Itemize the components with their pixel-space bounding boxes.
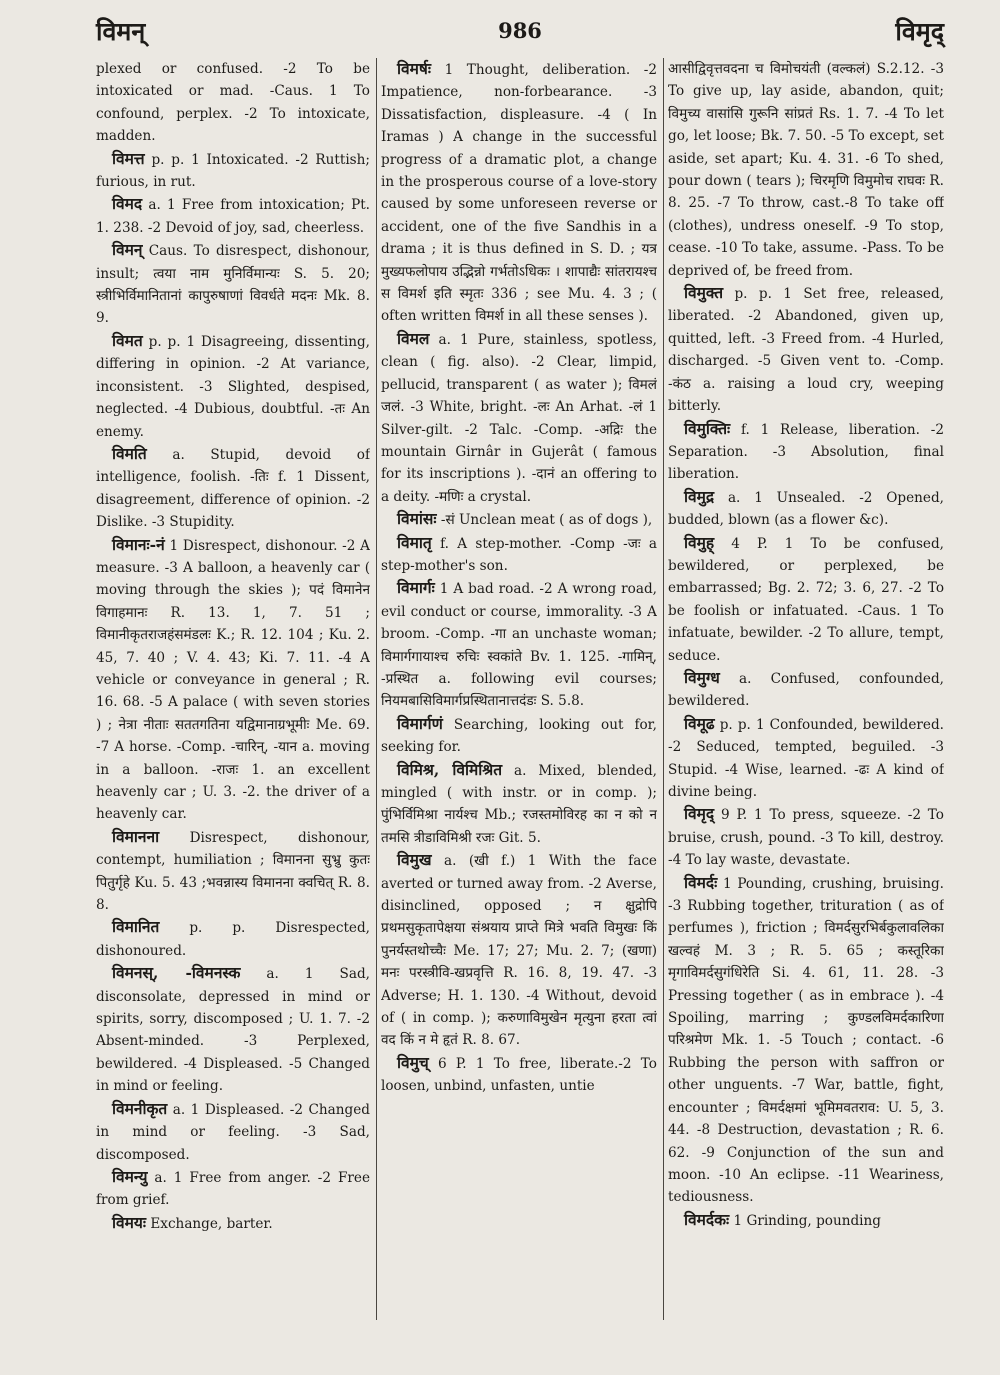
entry-headword: विमार्गः [397, 578, 435, 598]
dictionary-entry [96, 916, 370, 962]
dictionary-entry [381, 1052, 657, 1098]
entry-definition: f. 1 Release, liberation. -2 Separation. -3 Absolution, final liberation. [668, 421, 944, 483]
text-column-left [96, 58, 370, 1320]
entry-headword: विमद [112, 194, 143, 214]
entry-definition: Disrespect, dishonour, contempt, humiliation ; विमानना सुभ्रु कुतः पितुर्गृहे Ku. 5. 43 ;भवन्नास्य विमानना क्वचित् R. 8. 8. [96, 829, 370, 914]
entry-headword: विमनस्, -विमनस्क [112, 963, 241, 983]
dictionary-entry [668, 282, 944, 417]
entry-headword: विमिश्र, विमिश्रित [397, 759, 503, 779]
entry-headword: विमत्त [112, 148, 145, 168]
dictionary-entry [96, 239, 370, 330]
text-column-right [668, 58, 944, 1320]
dictionary-entry [668, 486, 944, 532]
entry-definition: a. 1 Free from anger. -2 Free from grief. [96, 1169, 370, 1209]
dictionary-entry [96, 443, 370, 534]
dictionary-entry [96, 534, 370, 826]
dictionary-entry [381, 58, 657, 328]
entry-definition: 9 P. 1 To press, squeeze. -2 To bruise, crush, pound. -3 To kill, destroy. -4 To lay waste, devastate. [668, 807, 944, 869]
dictionary-entry [668, 418, 944, 486]
entry-definition: a. Confused, confounded, bewildered. [668, 670, 944, 710]
entry-headword: विमुह् [684, 532, 715, 552]
dictionary-entry [381, 508, 657, 531]
entry-definition: 6 P. 1 To free, liberate.-2 To loosen, unbind, unfasten, untie [381, 1055, 657, 1095]
dictionary-entry [96, 330, 370, 443]
column-divider-left [376, 58, 377, 1320]
entry-headword: विमार्गणं [397, 713, 443, 733]
running-head-right-guideword: विमृद् [895, 17, 944, 46]
entry-definition: f. A step-mother. -Comp -जः a step-mother's son. [381, 535, 657, 574]
dictionary-entry [381, 328, 657, 508]
entry-headword: विमुख [397, 850, 432, 870]
entry-definition: plexed or confused. -2 To be intoxicated or mad. -Caus. 1 To confound, perplex. -2 To intoxicate, madden. [96, 61, 370, 145]
entry-definition: a. 1 Sad, disconsolate, depressed in mind or spirits, sorry, discomposed ; U. 1. 7. -2 Absent-minded. -3 Perplexed, bewildered. -4 Displeased. -5 Changed in mind or feeling. [96, 966, 370, 1095]
dictionary-entry [381, 713, 657, 759]
entry-definition: 1 A bad road. -2 A wrong road, evil conduct or course, immorality. -3 A broom. -Comp. -गा an unchaste woman; विमार्गगायाश्च रुचिः स्वकांते Bv. 1. 125. -गामिन्, -प्रस्थित a. following evil courses; नियमबासिविमार्गप्रस्थितानात्तदंडः S. 5.8. [381, 581, 657, 710]
dictionary-entry [381, 849, 657, 1052]
entry-headword: विमयः [112, 1212, 147, 1232]
dictionary-entry [668, 1209, 944, 1232]
entry-headword: विमुक्त [684, 283, 724, 303]
dictionary-entry [381, 532, 657, 578]
text-column-middle [381, 58, 657, 1320]
dictionary-entry [381, 759, 657, 850]
entry-definition: आसीद्विवृत्तवदना च विमोचयंती (वल्कलं) S.2.12. -3 To give up, lay aside, abandon, quit; विमुच्य वासांसि गुरूनि सांप्रतं Rs. 1. 7. -4 To let go, let loose; Bk. 7. 50. -5 To except, set aside, set apart; Ku. 4. 31. -6 To shed, pour down ( tears ); चिरमृणि विमुमोच राघवः R. 8. 25. -7 To throw, cast.-8 To take off (clothes), undress oneself. -9 To stop, cease. -10 To take, assume. -Pass. To be deprived of, be freed from. [668, 61, 944, 279]
running-head-left-guideword: विमन् [96, 17, 146, 46]
entry-definition: a. 1 Displeased. -2 Changed in mind or feeling. -3 Sad, discomposed. [96, 1101, 370, 1163]
entry-headword: विमन्यु [112, 1166, 148, 1186]
entry-headword: विमुक्तिः [684, 418, 731, 438]
entry-headword: विमानना [112, 826, 160, 846]
dictionary-entry [96, 1166, 370, 1212]
entry-definition: 1 Disrespect, dishonour. -2 A measure. -3 A balloon, a heavenly car ( moving through the skies ); पदं विमानेन विगाहमानः R. 13. 1, 7. 51 ; विमानीकृतराजहंसमंडलः K.; R. 12. 104 ; Ku. 2. 45, 7. 40 ; V. 4. 43; Ki. 7. 11. -4 A vehicle or conveyance in general ; R. 16. 68. -5 A palace ( with seven stories ) ; नेत्रा नीताः सततगतिना यद्विमानाग्रभूमीः Me. 69. -7 A horse. -Comp. -चारिन्, -यान a. moving in a balloon. -राजः 1. an excellent heavenly car ; U. 3. -2. the driver of a heavenly car. [96, 537, 370, 823]
entry-headword: विमनीकृत [112, 1098, 168, 1118]
entry-definition: a. 1 Free from intoxication; Pt. 1. 238. -2 Devoid of joy, sad, cheerless. [96, 197, 370, 236]
entry-definition: 1 Thought, deliberation. -2 Impatience, non-forbearance. -3 Dissatisfaction, displeasure. -4 ( In Iramas ) A change in the successful progress of a dramatic plot, a change in the prosperous course of a love-story caused by some unforeseen reverse or accident, one of the five Sandhis in a drama ; it is thus defined in S. D. ; यत्र मुख्यफलोपाय उद्भिन्नो गर्भतोऽधिकः । शापाद्यैः सांतरायश्च स विमर्श इति स्मृतः 336 ; see Mu. 4. 3 ; ( often written विमर्श in all these senses ). [381, 62, 657, 325]
entry-definition: Exchange, barter. [150, 1215, 273, 1232]
entry-headword: विमर्षः [397, 59, 431, 78]
entry-definition: p. p. 1 Set free, released, liberated. -2 Abandoned, given up, quitted, left. -3 Freed from. -4 Hurled, discharged. -5 Given vent to. -Comp. -कंठ a. raising a loud cry, weeping bitterly. [668, 286, 944, 415]
entry-definition: p. p. Disrespected, dishonoured. [96, 920, 370, 959]
entry-definition: 4 P. 1 To be confused, bewildered, or perplexed, be embarrassed; Bg. 2. 72; 3. 6, 27. -2 To be foolish or infatuated. -Caus. 1 To infatuate, bewilder. -2 To allure, tempt, seduce. [668, 535, 944, 664]
dictionary-entry [668, 667, 944, 713]
entry-headword: विमातृ [397, 532, 432, 552]
entry-headword: विमति [112, 443, 147, 463]
dictionary-entry [96, 1212, 370, 1235]
entry-definition: a. (खी f.) 1 With the face averted or turned away from. -2 Averse, disinclined, opposed ; न क्षुद्रोपि प्रथमसुकृतापेक्षया संश्रयाय प्राप्ते मित्रे भवति विमुखः किं पुनर्यस्तथोच्चैः Me. 17; 27; Mu. 2. 7; (खणा) मनः परस्त्रीवि-खप्रवृत्ति R. 16. 8, 19. 47. -3 Adverse; H. 1. 130. -4 Without, devoid of ( in comp. ); करुणाविमुखेन मृत्युना हरता त्वां वद किं न मे हृतं R. 8. 67. [381, 853, 657, 1049]
entry-definition: a. Stupid, devoid of intelligence, foolish. -तिः f. 1 Dissent, disagreement, difference of opinion. -2 Dislike. -3 Stupidity. [96, 446, 370, 531]
dictionary-entry [96, 962, 370, 1097]
page-number: 986 [498, 18, 542, 43]
entry-headword: विमुग्ध [684, 667, 720, 687]
entry-definition: a. 1 Unsealed. -2 Opened, budded, blown (as a flower &c). [668, 489, 944, 529]
entry-definition: a. 1 Pure, stainless, spotless, clean ( fig. also). -2 Clear, limpid, pellucid, transparent ( as water ); विमलं जलं. -3 White, bright. -लः An Arhat. -लं 1 Silver-gilt. -2 Talc. -Comp. -अद्रिः the mountain Girnâr in Gujerât ( famous for its inscriptions ). -दानं an offering to a deity. -मणिः a crystal. [381, 331, 657, 505]
entry-headword: विमांसः [397, 509, 437, 529]
dictionary-entry [96, 148, 370, 194]
dictionary-entry [668, 532, 944, 667]
entry-headword: विमर्दकः [684, 1209, 730, 1229]
entry-headword: विमानित [112, 917, 160, 937]
column-divider-right [663, 58, 664, 1320]
entry-headword: विमर्दः [684, 872, 718, 892]
dictionary-entry [96, 193, 370, 239]
entry-definition: -सं Unclean meat ( as of dogs ), [440, 512, 653, 529]
entry-definition: 1 Grinding, pounding [733, 1212, 881, 1229]
entry-definition: Searching, looking out for, seeking for. [381, 716, 657, 756]
entry-headword: विमत [112, 330, 143, 350]
entry-definition: p. p. 1 Disagreeing, dissenting, differing in opinion. -2 At variance, inconsistent. -3 Slighted, despised, neglected. -4 Dubious, doubtful. -तः An enemy. [96, 333, 370, 440]
entry-headword: विमन् [112, 240, 143, 260]
entry-headword: विमूढ [684, 713, 715, 733]
entry-definition: a. Mixed, blended, mingled ( with instr. or in comp. ); पुंभिर्विमिश्रा नार्यश्च Mb.; रजस्तमोविरह का न को न तमसि त्रीडाविमिश्री रजः Git. 5. [381, 762, 657, 846]
entry-definition: p. p. 1 Confounded, bewildered. -2 Seduced, tempted, beguiled. -3 Stupid. -4 Wise, learned. -ढः A kind of divine being. [668, 716, 944, 800]
dictionary-entry [668, 803, 944, 871]
entry-headword: विमुद्र [684, 486, 715, 506]
entry-definition: p. p. 1 Intoxicated. -2 Ruttish; furious, in rut. [96, 151, 370, 191]
entry-definition: 1 Pounding, crushing, bruising. -3 Rubbing together, trituration ( as of perfumes ), friction ; विमर्दसुरभिर्बकुलावलिका खल्वहं M. 3 ; R. 5. 65 ; कस्तूरिका मृगाविमर्दसुगंधिरेति Si. 4. 61, 11. 28. -3 Pressing together ( as in embrace ). -4 Spoiling, marring ; कुण्डलविमर्दकारिणा परिश्रमेण Mk. 1. -5 Touch ; contact. -6 Rubbing the person with saffron or other unguents. -7 War, battle, fight, encounter ; विमर्दक्षमां भूमिमवतराव: U. 5, 3. 44. -8 Destruction, devastation ; R. 6. 62. -9 Conjunction of the sun and moon. -10 An eclipse. -11 Weariness, tediousness. [668, 875, 944, 1206]
entry-headword: विमानः-नं [112, 534, 165, 554]
dictionary-entry [96, 826, 370, 917]
dictionary-entry [668, 713, 944, 804]
dictionary-entry [668, 872, 944, 1209]
entry-headword: विमुच् [397, 1052, 429, 1072]
entry-headword: विमल [397, 328, 430, 348]
entry-continuation [668, 58, 944, 282]
running-head [96, 14, 944, 54]
entry-headword: विमृद् [684, 804, 715, 824]
entry-definition: Caus. To disrespect, dishonour, insult; त्वया नाम मुनिर्विमान्यः S. 5. 20; स्त्रीभिर्विमानितानां कापुरुषाणां विवर्धते मदनः Mk. 8. 9. [96, 243, 370, 327]
dictionary-entry [381, 577, 657, 712]
entry-continuation [96, 58, 370, 148]
dictionary-entry [96, 1098, 370, 1166]
